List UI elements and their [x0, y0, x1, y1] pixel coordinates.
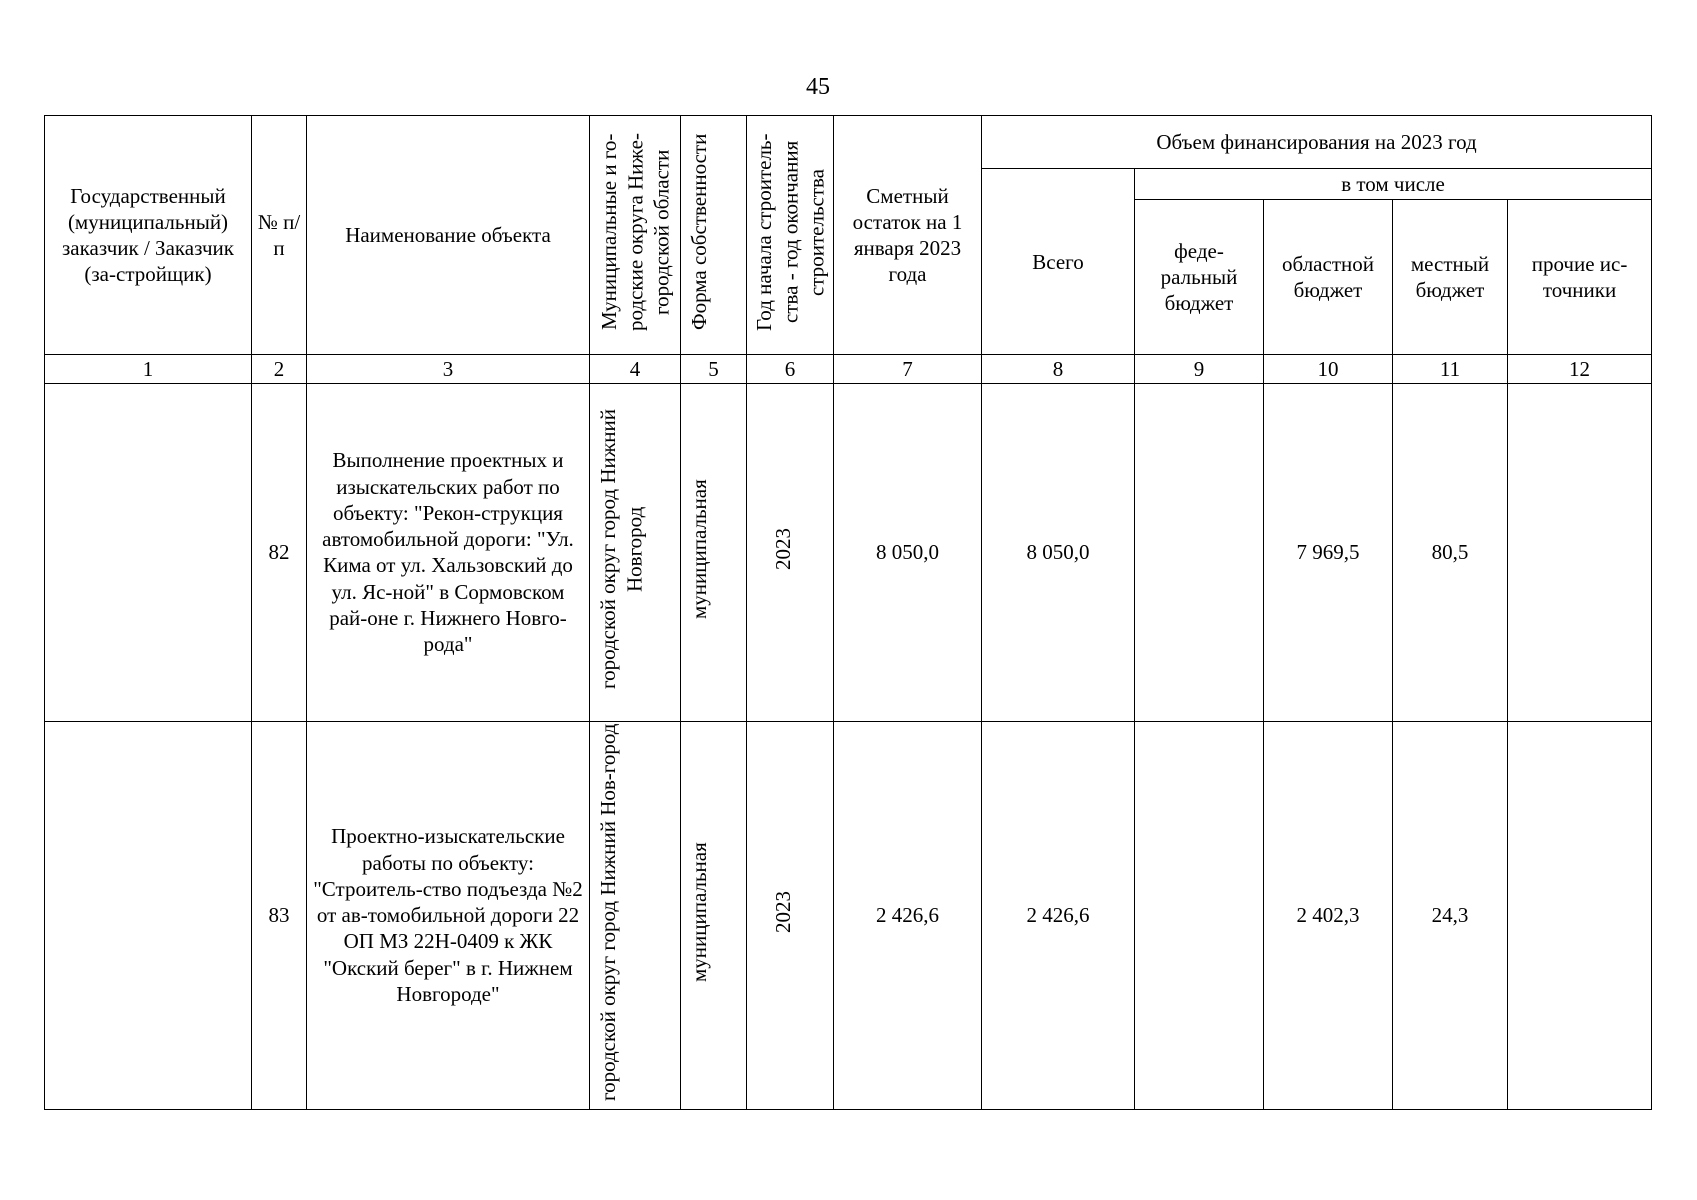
row-customer: [45, 721, 252, 1109]
row-years-cell: [747, 721, 834, 1109]
header-years-cell: [747, 116, 834, 355]
column-number: 10: [1264, 355, 1393, 384]
row-district: городской округ город Нижний Новгород: [596, 409, 647, 690]
row-federal: [1135, 721, 1264, 1109]
header-total: Всего: [982, 169, 1135, 355]
column-number: 6: [747, 355, 834, 384]
header-ownership: Форма собственности: [686, 133, 711, 331]
header-other: прочие ис-точники: [1508, 200, 1652, 355]
header-local: местный бюджет: [1393, 200, 1508, 355]
row-other: [1508, 721, 1652, 1109]
row-district-cell: [590, 721, 681, 1109]
row-years: 2023: [771, 528, 795, 571]
row-years: 2023: [771, 891, 795, 933]
row-number: 83: [252, 721, 307, 1109]
column-number: 11: [1393, 355, 1508, 384]
header-estimated-balance: Сметный остаток на 1 января 2023 года: [834, 116, 982, 355]
table-row: [45, 721, 1652, 1109]
row-estimated-balance: 2 426,6: [834, 721, 982, 1109]
column-number: 7: [834, 355, 982, 384]
row-local: 80,5: [1393, 384, 1508, 721]
column-number: 4: [590, 355, 681, 384]
column-number: 9: [1135, 355, 1264, 384]
row-district: городской округ город Нижний Нов-город: [596, 723, 620, 1101]
header-customer: Государственный (муниципальный) заказчик / Заказчик (за-стройщик): [45, 116, 252, 355]
row-ownership: муниципальная: [686, 842, 711, 982]
header-districts: Муниципальные и го-родские округа Ниже-городской области: [597, 133, 674, 331]
header-years: Год начала строитель-ства - год окончания строительства: [752, 133, 829, 331]
header-ownership-cell: [681, 116, 747, 355]
column-number: 3: [307, 355, 590, 384]
row-local: 24,3: [1393, 721, 1508, 1109]
row-estimated-balance: 8 050,0: [834, 384, 982, 721]
row-years-cell: [747, 384, 834, 721]
table-row: [45, 384, 1652, 721]
row-ownership: муниципальная: [686, 479, 711, 620]
row-object-name: Проектно-изыскательские работы по объекту: "Строитель-ство подъезда №2 от ав-томобильной дороги 22 ОП МЗ 22Н-0409 к ЖК "Окский берег" в г. Нижнем Новгороде": [307, 721, 590, 1109]
row-number: 82: [252, 384, 307, 721]
row-ownership-cell: [681, 384, 747, 721]
row-object-name: Выполнение проектных и изыскательских работ по объекту: "Рекон-струкция автомобильной дороги: "Ул. Кима от ул. Хальзовский до ул. Яс-ной" в Сормовском рай-оне г. Нижнего Новго-рода": [307, 384, 590, 721]
column-number: 1: [45, 355, 252, 384]
row-regional: 7 969,5: [1264, 384, 1393, 721]
row-other: [1508, 384, 1652, 721]
header-including: в том числе: [1135, 169, 1652, 200]
header-object-name: Наименование объекта: [307, 116, 590, 355]
header-funding-group: Объем финансирования на 2023 год: [982, 116, 1652, 169]
page-number: 45: [806, 74, 830, 100]
column-number: 5: [681, 355, 747, 384]
column-number: 2: [252, 355, 307, 384]
row-total: 2 426,6: [982, 721, 1135, 1109]
row-district-cell: [590, 384, 681, 721]
header-row-1: [45, 116, 1652, 169]
header-districts-cell: [590, 116, 681, 355]
financing-table: [44, 115, 1652, 1110]
header-federal: феде-ральный бюджет: [1135, 200, 1264, 355]
header-regional: областной бюджет: [1264, 200, 1393, 355]
row-regional: 2 402,3: [1264, 721, 1393, 1109]
row-ownership-cell: [681, 721, 747, 1109]
header-row-number: № п/п: [252, 116, 307, 355]
column-number: 12: [1508, 355, 1652, 384]
row-total: 8 050,0: [982, 384, 1135, 721]
column-numbers-row: [45, 355, 1652, 384]
row-federal: [1135, 384, 1264, 721]
column-number: 8: [982, 355, 1135, 384]
row-customer: [45, 384, 252, 721]
